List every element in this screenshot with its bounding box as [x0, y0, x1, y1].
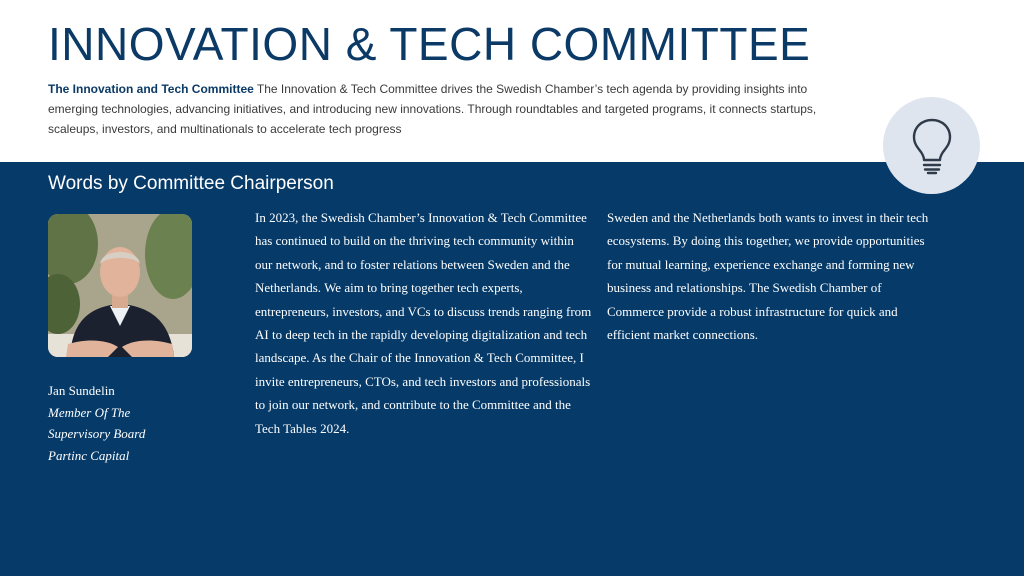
- chairperson-name: Jan Sundelin: [48, 383, 115, 398]
- chairperson-info: [48, 380, 145, 466]
- intro-bold-label: The Innovation and Tech Committee: [48, 82, 254, 96]
- intro-paragraph: [48, 79, 818, 139]
- page-title: INNOVATION & TECH COMMITTEE: [48, 18, 811, 70]
- portrait-illustration: [48, 214, 192, 357]
- header-area: [0, 0, 1024, 162]
- statement-column-1: In 2023, the Swedish Chamber’s Innovation & Tech Committee has continued to build on the thriving tech community within our network, and to foster relations between Sweden and the Netherlands. We aim to bring together tech experts, entrepreneurs, investors, and VCs to discuss trends ranging from AI to deep tech in the rapidly developing digitalization and tech landscape. As the Chair of the Innovation & Tech Committee, I invite entrepreneurs, CTOs, and tech investors and professionals to join our network, and contribute to the Committee and the Tech Tables 2024.: [255, 210, 592, 436]
- section-subtitle: Words by Committee Chairperson: [48, 173, 334, 194]
- lightbulb-badge: [883, 97, 980, 194]
- statement-column-2: Sweden and the Netherlands both wants to invest in their tech ecosystems. By doing this together, we provide opportunities for mutual learning, experience exchange and forming new business and relationships. The Swedish Chamber of Commerce provide a robust infrastructure for quick and efficient market connections.: [607, 210, 929, 343]
- chairperson-role-line3: Partinc Capital: [48, 447, 130, 463]
- chairperson-photo: [48, 214, 192, 357]
- intro-text: The Innovation & Tech Committee drives the Swedish Chamber’s tech agenda by providing insights into emerging technologies, advancing initiatives, and introducing new innovations. Through roundtables and targeted programs, it connects startups, scaleups, investors, and multinationals to accelerate tech progress: [48, 82, 817, 136]
- lightbulb-icon: [910, 116, 954, 176]
- chairperson-role-line2: Supervisory Board: [48, 426, 146, 441]
- chairperson-role-line1: Member Of The: [48, 404, 131, 420]
